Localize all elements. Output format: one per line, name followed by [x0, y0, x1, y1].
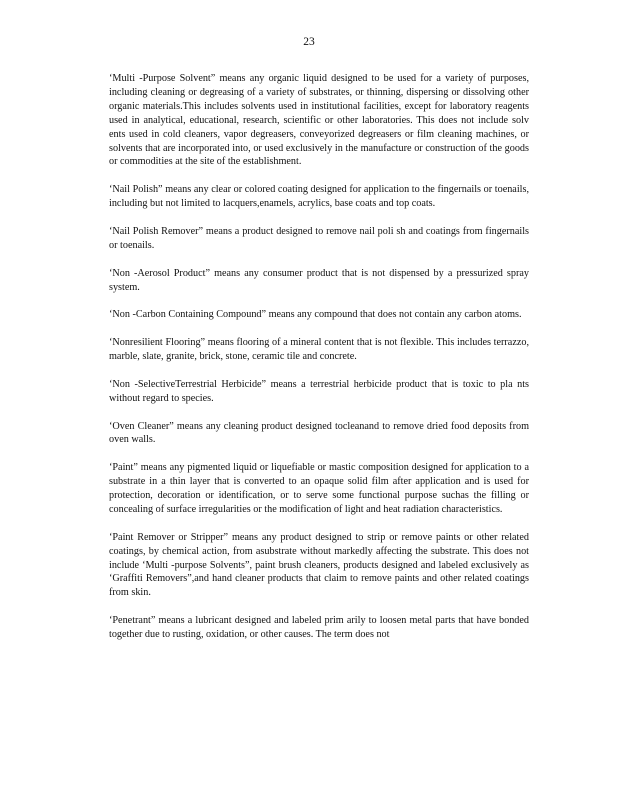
page-number: 23 [303, 36, 315, 48]
definition-oven-cleaner: ‘Oven Cleaner” means any cleaning product designed tocleanand to remove dried food deposits from oven walls. [109, 420, 529, 446]
definition-non-aerosol-product: ‘Non -Aerosol Product” means any consumer product that is not dispensed by a pressurized spray system. [109, 267, 529, 293]
definition-non-selective-terrestrial-herbicide: ‘Non -SelectiveTerrestrial Herbicide” means a terrestrial herbicide product that is toxic to pla nts without regard to species. [109, 378, 529, 404]
document-body [109, 72, 529, 656]
definition-penetrant: ‘Penetrant” means a lubricant designed and labeled prim arily to loosen metal parts that have bonded together due to rusting, oxidation, or other causes. The term does not [109, 615, 529, 641]
definition-paint-remover-or-stripper: ‘Paint Remover or Stripper” means any product designed to strip or remove paints or other related coatings, by chemical action, from asubstrate without markedly affecting the substrate. This does not include ‘Multi -purpose Solvents”, paint brush cleaners, products designed and labeled exclusively as ‘Graffiti Removers”,and hand cleaner products that claim to remove paints and other related coatings from skin. [109, 531, 529, 599]
definition-paint: ‘Paint” means any pigmented liquid or liquefiable or mastic composition designed for application to a substrate in a thin layer that is converted to an opaque solid film after application and is used for protection, decoration or identification, or to serve some functional purpose suchas the filling or concealing of surface irregularities or the modification of light and heat radiation characteristics. [109, 462, 529, 515]
definition-nonresilient-flooring: ‘Nonresilient Flooring” means flooring of a mineral content that is not flexible. This includes terrazzo, marble, slate, granite, brick, stone, ceramic tile and concrete. [109, 337, 529, 363]
definition-nail-polish-remover: ‘Nail Polish Remover” means a product designed to remove nail poli sh and coatings from fingernails or toenails. [109, 225, 529, 251]
definition-multi-purpose-solvent: ‘Multi -Purpose Solvent” means any organic liquid designed to be used for a variety of purposes, including cleaning or degreasing of a variety of substrates, or thinning, dispersing or dissolving other organic materials.This includes solvents used in institutional facilities, except for laboratory reagents used in analytical, educational, research, scientific or other laboratories. This does not include solv ents used in cold cleaners, vapor degreasers, conveyorized degreasers or film cleaning machines, or solvents that are incorporated into, or used exclusively in the manufacture or construction of the goods or commodities at the site of the establishment. [109, 73, 529, 168]
definition-non-carbon-containing-compound: ‘Non -Carbon Containing Compound” means any compound that does not contain any carbon atoms. [109, 309, 522, 321]
definition-nail-polish: ‘Nail Polish” means any clear or colored coating designed for application to the fingernails or toenails, including but not limited to lacquers,enamels, acrylics, base coats and top coats. [109, 184, 529, 210]
